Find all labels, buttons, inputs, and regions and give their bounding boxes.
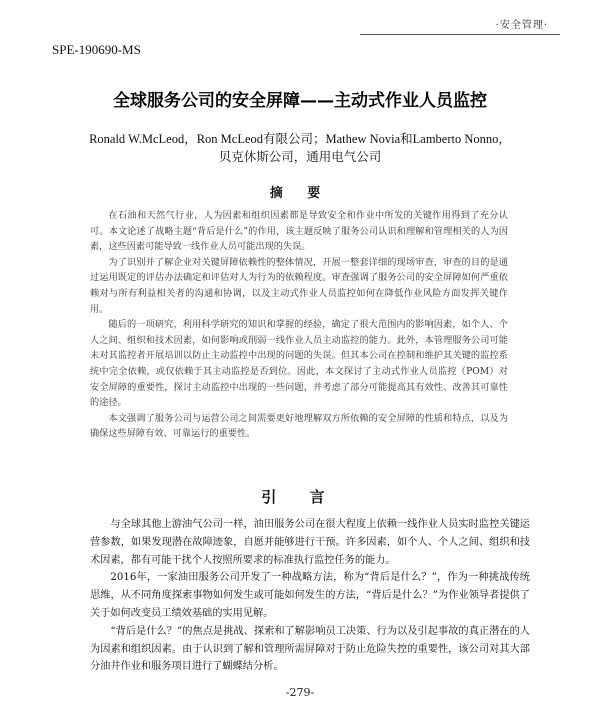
authors-line-2: 贝克休斯公司，通用电气公司 <box>218 150 382 164</box>
authors-line-1: Ronald W.McLeod，Ron McLeod有限公司；Mathew Novia和Lamberto Nonno， <box>89 132 511 146</box>
body-paragraph: “背后是什么？”的焦点是挑战、探索和了解影响员工决策、行为以及引起事故的真正潜在的人为因素和组织因素。由于认识到了解和管理所需屏障对于防止危险失控的重要性，该公司对其大部分油井作业和服务项目进行了蝴蝶结分析。 <box>90 625 530 673</box>
header-rule <box>360 34 560 35</box>
introduction-heading: 引 言 <box>261 488 339 506</box>
paper-title: 全球服务公司的安全屏障——主动式作业人员监控 <box>113 91 487 111</box>
abstract-body <box>90 208 508 442</box>
abstract-paragraph: 为了识别并了解企业对关键屏障依赖性的整体情况，开展一整套详细的现场审查，审查的目的是通过运用既定的评估办法确定和评估对人为行为的依赖程度。审查强调了服务公司的安全屏障如何严重依赖对与所有利益相关者的沟通和协调，以及主动式作业人员监控如何在降低作业风险方面发挥关键作用。 <box>90 256 508 315</box>
body-paragraph: 2016年，一家油田服务公司开发了一种战略方法，称为“背后是什么？”，作为一种挑战传统思维，从不同角度探索事物如何发生或可能如何发生的方法，“背后是什么？”为作业领导者提供了关于如何改变员工绩效基础的实用见解。 <box>90 572 530 619</box>
abstract-paragraph: 在石油和天然气行业，人为因素和组织因素都是导致安全和作业中所发的关键作用得到了充分认可。本文论述了战略主题“背后是什么”的作用，该主题反映了服务公司认识和理解和管理相关的人为因素，这些因素可能导致一线作业人员可能出现的失误。 <box>90 210 508 253</box>
introduction-body <box>90 516 530 676</box>
abstract-heading: 摘 要 <box>269 186 331 201</box>
abstract-paragraph: 本文强调了服务公司与运营公司之间需要更好地理解双方所依赖的安全屏障的性质和特点，以及为确保这些屏障有效、可靠运行的重要性。 <box>90 412 508 440</box>
section-tag: ·安全管理· <box>495 20 548 31</box>
authors-block <box>60 130 540 166</box>
body-paragraph: 与全球其他上游油气公司一样，油田服务公司在很大程度上依赖一线作业人员实时监控关键运营参数，如果发现潜在故障迹象，自愿并能够进行干预。许多因素，如个人、个人之间、组织和技术因素，都有可能干扰个人按照所要求的标准执行监控任务的能力。 <box>90 519 530 566</box>
paper-id: SPE-190690-MS <box>52 42 141 57</box>
abstract-paragraph: 随后的一项研究，利用科学研究的知识和掌握的经验，确定了很大范围内的影响因素，如个人、个人之间、组织和技术因素，如何影响或削弱一线作业人员主动监控的能力。此外，本管理服务公司可能未对其监控者开展培训以防止主动监控中出现的问题的失误。但其本公司在控制和维护其关键的监控系统中完全依赖，或仅依赖于其主动监控是否到位。因此，本文探讨了主动式作业人员监控（POM）对安全屏障的重要性，探讨主动监控中出现的一些问题，并考虑了部分可能提高其有效性、改善其可靠性的途径。 <box>90 319 508 409</box>
page-number: -279- <box>285 686 315 699</box>
